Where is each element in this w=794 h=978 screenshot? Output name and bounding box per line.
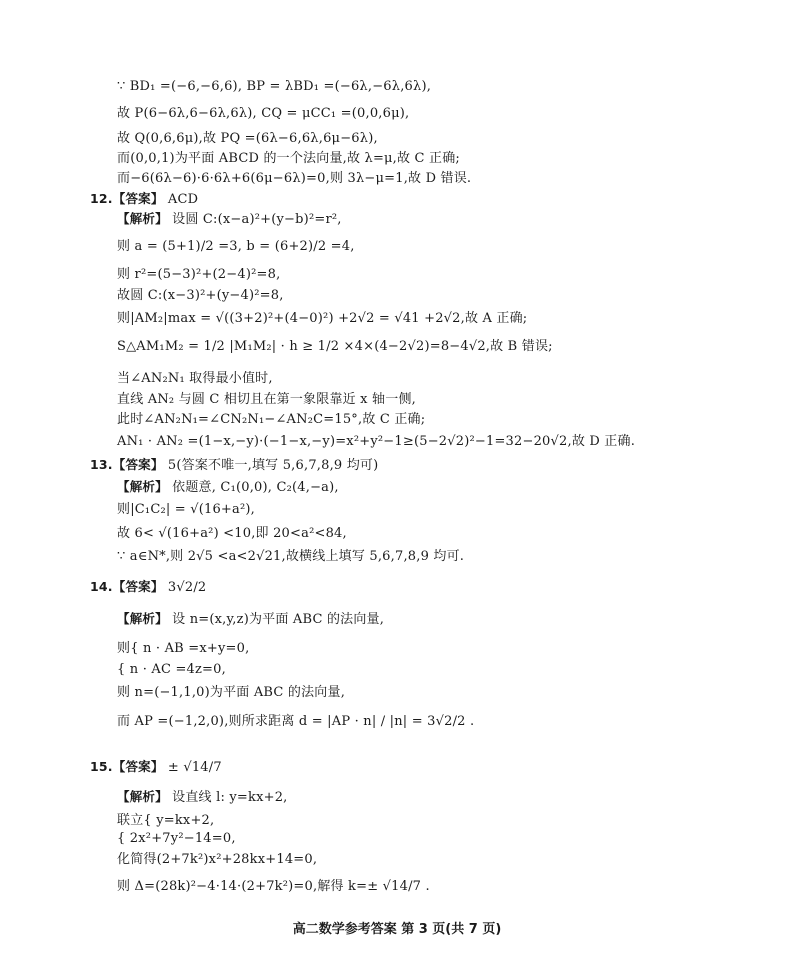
- text-line: [117, 642, 249, 656]
- text-line: [90, 458, 378, 473]
- line-text: 故圆 C:(x−3)²+(y−4)²=8,: [117, 288, 284, 303]
- section-tag: 【答案】: [112, 191, 164, 206]
- line-text: 而−6(6λ−6)·6·6λ+6(6μ−6λ)=0,则 3λ−μ=1,故 D 错误.: [117, 171, 472, 186]
- text-line: [117, 372, 273, 386]
- line-text: 化简得(2+7k²)x²+28kx+14=0,: [117, 852, 318, 867]
- line-text: 此时∠AN₂N₁=∠CN₂N₁−∠AN₂C=15°,故 C 正确;: [117, 412, 426, 427]
- line-text: 则 Δ=(28k)²−4·14·(2+7k²)=0,解得 k=± √14/7 .: [117, 879, 430, 894]
- text-line: [117, 814, 214, 828]
- line-text: 而 AP =(−1,2,0),则所求距离 d = |AP · n| / |n| = 3√2/2 .: [117, 714, 475, 729]
- section-tag: 【答案】: [112, 579, 164, 594]
- line-text: 故 6< √(16+a²) <10,即 20<a²<84,: [117, 526, 347, 541]
- line-text: 设 n=(x,y,z)为平面 ABC 的法向量,: [172, 612, 385, 627]
- question-number: 14.: [90, 579, 113, 594]
- text-line: [117, 550, 464, 564]
- text-line: [117, 132, 378, 146]
- text-line: [117, 527, 347, 541]
- line-text: 则|AM₂|max = √((3+2)²+(4−0)²) +2√2 = √41 +2√2,故 A 正确;: [117, 311, 528, 326]
- text-line: [117, 172, 471, 186]
- text-line: [117, 480, 339, 495]
- question-number: 15.: [90, 759, 113, 774]
- text-line: [117, 435, 635, 449]
- text-line: [117, 715, 474, 729]
- line-text: 而(0,0,1)为平面 ABCD 的一个法向量,故 λ=μ,故 C 正确;: [117, 151, 461, 166]
- line-text: 依题意, C₁(0,0), C₂(4,−a),: [172, 480, 339, 495]
- text-line: [117, 268, 280, 282]
- page-footer: 高二数学参考答案 第 3 页(共 7 页): [292, 922, 502, 937]
- line-text: 则 a = (5+1)/2 =3, b = (6+2)/2 =4,: [117, 239, 355, 254]
- text-line: [117, 612, 384, 627]
- text-line: [117, 832, 236, 846]
- line-text: ∵ a∈N*,则 2√5 <a<2√21,故横线上填写 5,6,7,8,9 均可.: [117, 549, 465, 564]
- section-tag: 【答案】: [112, 759, 164, 774]
- text-line: [117, 240, 355, 254]
- text-line: [117, 853, 317, 867]
- text-line: [90, 192, 198, 207]
- text-line: [117, 212, 342, 227]
- line-text: ∵ BD₁ =(−6,−6,6), BP = λBD₁ =(−6λ,−6λ,6λ),: [117, 79, 432, 94]
- question-number: 13.: [90, 457, 113, 472]
- line-text: S△AM₁M₂ = 1/2 |M₁M₂| · h ≥ 1/2 ×4×(4−2√2)=8−4√2,故 B 错误;: [117, 339, 553, 354]
- text-line: [90, 760, 222, 775]
- line-text: 则 r²=(5−3)²+(2−4)²=8,: [117, 267, 281, 282]
- line-text: 设圆 C:(x−a)²+(y−b)²=r²,: [172, 212, 342, 227]
- line-text: ACD: [167, 192, 199, 207]
- line-text: 故 P(6−6λ,6−6λ,6λ), CQ = μCC₁ =(0,0,6μ),: [117, 106, 410, 121]
- line-text: 当∠AN₂N₁ 取得最小值时,: [117, 371, 273, 386]
- line-text: 5(答案不唯一,填写 5,6,7,8,9 均可): [167, 458, 379, 473]
- line-text: 则|C₁C₂| = √(16+a²),: [117, 502, 255, 517]
- line-text: 直线 AN₂ 与圆 C 相切且在第一象限靠近 x 轴一侧,: [117, 392, 416, 407]
- text-line: [90, 580, 206, 595]
- text-line: [117, 312, 527, 326]
- text-line: [117, 289, 284, 303]
- line-text: 则{ n · AB =x+y=0,: [117, 641, 250, 656]
- section-tag: 【解析】: [117, 211, 168, 226]
- line-text: { n · AC =4z=0,: [117, 662, 226, 677]
- text-line: [117, 340, 553, 354]
- text-line: [117, 80, 431, 94]
- section-tag: 【解析】: [117, 789, 168, 804]
- line-text: 3√2/2: [167, 580, 207, 595]
- line-text: 联立{ y=kx+2,: [117, 813, 215, 828]
- section-tag: 【解析】: [117, 611, 168, 626]
- line-text: { 2x²+7y²−14=0,: [117, 831, 236, 846]
- text-line: [117, 393, 416, 407]
- section-tag: 【答案】: [112, 457, 164, 472]
- text-line: [117, 790, 288, 805]
- text-line: [117, 686, 345, 700]
- text-line: [117, 413, 425, 427]
- line-text: 设直线 l: y=kx+2,: [172, 790, 288, 805]
- line-text: AN₁ · AN₂ =(1−x,−y)·(−1−x,−y)=x²+y²−1≥(5−2√2)²−1=32−20√2,故 D 正确.: [117, 434, 636, 449]
- line-text: 故 Q(0,6,6μ),故 PQ =(6λ−6,6λ,6μ−6λ),: [117, 131, 378, 146]
- line-text: ± √14/7: [167, 760, 222, 775]
- question-number: 12.: [90, 191, 113, 206]
- text-line: [117, 107, 409, 121]
- text-line: [117, 152, 460, 166]
- text-line: [117, 663, 226, 677]
- text-line: [117, 880, 430, 894]
- line-text: 则 n=(−1,1,0)为平面 ABC 的法向量,: [117, 685, 346, 700]
- section-tag: 【解析】: [117, 479, 168, 494]
- text-line: [117, 503, 255, 517]
